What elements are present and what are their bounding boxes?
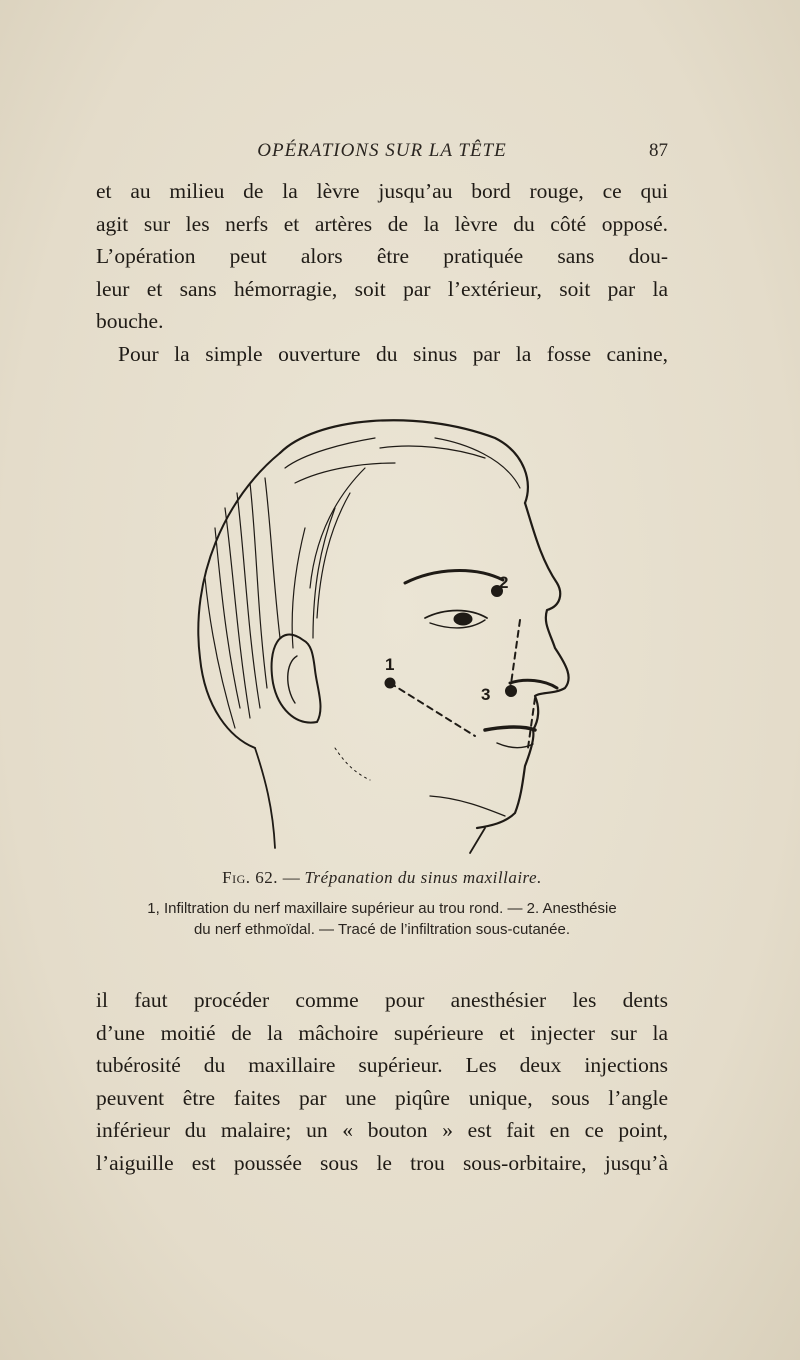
- text-line: tubérosité du maxillaire supérieur. Les deux injections: [96, 1053, 668, 1077]
- text-line: d’une moitié de la mâchoire supérieure et injecter sur la: [96, 1020, 668, 1045]
- face-profile: [477, 503, 569, 828]
- paragraph-top: [96, 175, 668, 370]
- point-3: [506, 686, 517, 697]
- jaw-shade: [430, 796, 505, 816]
- neck-line: [470, 828, 485, 853]
- head-profile-drawing: [185, 408, 585, 858]
- text-line: agit sur les nerfs et artères de la lèvre du côté opposé.: [96, 211, 668, 236]
- neck-back: [255, 748, 275, 848]
- text-line: bouche.: [96, 309, 164, 333]
- infiltration-line-1: [390, 683, 475, 736]
- eye-iris: [454, 613, 472, 625]
- ear-inner: [288, 656, 297, 703]
- text-line: leur et sans hémorragie, soit par l’extérieur, soit par la: [96, 276, 668, 301]
- legend-line: 1, Infiltration du nerf maxillaire supérieur au trou rond. — 2. Anesthésie: [147, 900, 617, 917]
- paragraph-bottom: [96, 984, 668, 1179]
- figure-title: Trépanation du sinus maxillaire.: [304, 868, 542, 887]
- marker-1: 1: [385, 655, 395, 674]
- running-title: OPÉRATIONS SUR LA TÊTE: [257, 140, 507, 161]
- nostril: [510, 680, 557, 688]
- figure-label: Fig. 62. —: [222, 868, 301, 887]
- eyebrow: [405, 571, 503, 583]
- jaw-shadow: [335, 748, 370, 780]
- marker-2: 2: [499, 573, 509, 592]
- infiltration-line-3: [528, 698, 535, 748]
- hair-outline: [280, 420, 528, 503]
- text-line: il faut procéder comme pour anesthésier les dents: [96, 988, 668, 1012]
- mouth: [485, 727, 535, 730]
- text-line: peuvent être faites par une piqûre unique, sous l’angle: [96, 1085, 668, 1110]
- page-number: 87: [649, 140, 668, 161]
- text-line: Pour la simple ouverture du sinus par la fosse canine,: [118, 341, 668, 366]
- figure-head-illustration: [185, 408, 585, 858]
- figure-caption: [96, 868, 668, 888]
- text-line: L’opération peut alors être pratiquée sans dou-: [96, 244, 668, 268]
- legend-line: du nerf ethmoïdal. — Tracé de l’infiltration sous-cutanée.: [193, 921, 571, 938]
- point-1: [385, 678, 395, 688]
- figure-legend: [96, 898, 668, 940]
- text-line: et au milieu de la lèvre jusqu’au bord rouge, ce qui: [96, 179, 668, 203]
- page-header: [96, 136, 668, 166]
- text-line: l’aiguille est poussée sous le trou sous-orbitaire, jusqu’à: [96, 1150, 668, 1175]
- text-line: inférieur du malaire; un « bouton » est fait en ce point,: [96, 1118, 668, 1142]
- ear: [272, 635, 321, 723]
- marker-3: 3: [481, 685, 491, 704]
